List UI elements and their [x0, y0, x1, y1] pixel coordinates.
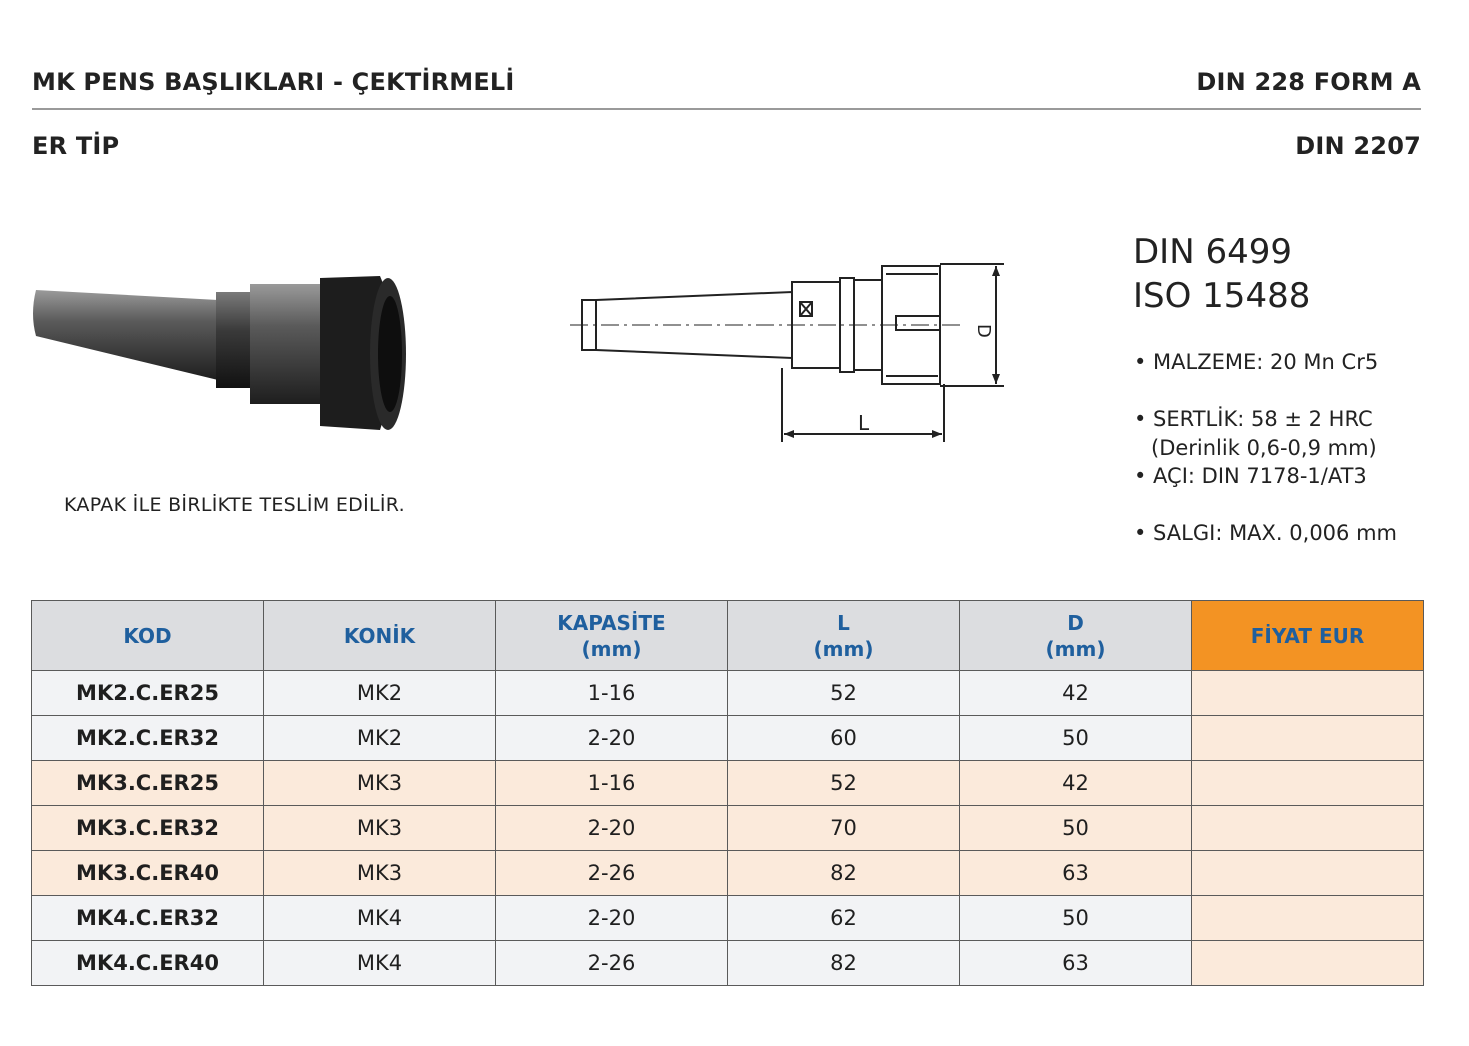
- cell-l: 82: [728, 941, 960, 986]
- cell-d: 50: [960, 896, 1192, 941]
- cell-kapasite: 2-20: [496, 896, 728, 941]
- cell-konik: MK4: [264, 896, 496, 941]
- cell-konik: MK4: [264, 941, 496, 986]
- cell-kod: MK2.C.ER32: [32, 716, 264, 761]
- col-header-d: D (mm): [960, 601, 1192, 671]
- table-row: [32, 941, 1424, 986]
- cell-d: 63: [960, 851, 1192, 896]
- table-row: [32, 671, 1424, 716]
- header-divider: [32, 108, 1421, 110]
- col-header-kod: KOD: [32, 601, 264, 671]
- cell-price: [1192, 941, 1424, 986]
- cell-price: [1192, 761, 1424, 806]
- table-header-row: [32, 601, 1424, 671]
- cell-d: 42: [960, 761, 1192, 806]
- standard-iso: ISO 15488: [1133, 276, 1311, 316]
- technical-drawing: [560, 250, 1020, 450]
- product-table: [31, 600, 1424, 986]
- cell-kod: MK3.C.ER25: [32, 761, 264, 806]
- cell-l: 62: [728, 896, 960, 941]
- cell-kapasite: 1-16: [496, 761, 728, 806]
- page-title: MK PENS BAŞLIKLARI - ÇEKTİRMELİ: [32, 68, 515, 96]
- cell-kapasite: 2-20: [496, 806, 728, 851]
- cell-kod: MK2.C.ER25: [32, 671, 264, 716]
- cell-l: 52: [728, 761, 960, 806]
- spec-hardness-depth: (Derinlik 0,6-0,9 mm): [1151, 436, 1377, 460]
- page-subtitle: ER TİP: [32, 132, 120, 160]
- table-row: [32, 851, 1424, 896]
- cell-kapasite: 1-16: [496, 671, 728, 716]
- cell-konik: MK3: [264, 851, 496, 896]
- spec-angle: • AÇI: DIN 7178-1/AT3: [1134, 464, 1367, 488]
- cell-kod: MK4.C.ER40: [32, 941, 264, 986]
- col-header-kapasite: KAPASİTE (mm): [496, 601, 728, 671]
- table-row: [32, 761, 1424, 806]
- cell-price: [1192, 851, 1424, 896]
- cell-konik: MK3: [264, 761, 496, 806]
- cell-l: 70: [728, 806, 960, 851]
- table-row: [32, 806, 1424, 851]
- standards-block: [1133, 230, 1310, 318]
- cell-d: 42: [960, 671, 1192, 716]
- col-header-price: FİYAT EUR: [1192, 601, 1424, 671]
- cell-konik: MK3: [264, 806, 496, 851]
- spec-material: • MALZEME: 20 Mn Cr5: [1134, 350, 1379, 374]
- cell-kod: MK3.C.ER40: [32, 851, 264, 896]
- table-row: [32, 896, 1424, 941]
- cell-price: [1192, 716, 1424, 761]
- col-header-konik: KONİK: [264, 601, 496, 671]
- table-row: [32, 716, 1424, 761]
- spec-runout: • SALGI: MAX. 0,006 mm: [1134, 521, 1397, 545]
- cell-d: 63: [960, 941, 1192, 986]
- cell-l: 82: [728, 851, 960, 896]
- cell-kapasite: 2-26: [496, 941, 728, 986]
- cell-konik: MK2: [264, 671, 496, 716]
- delivery-note: KAPAK İLE BİRLİKTE TESLİM EDİLİR.: [64, 494, 405, 516]
- cell-d: 50: [960, 716, 1192, 761]
- cell-price: [1192, 896, 1424, 941]
- cell-konik: MK2: [264, 716, 496, 761]
- spec-hardness: • SERTLİK: 58 ± 2 HRC: [1134, 407, 1373, 431]
- standard-din: DIN 6499: [1133, 232, 1292, 272]
- standard-title: DIN 228 FORM A: [1196, 68, 1421, 96]
- dimension-label-l: L: [858, 411, 870, 435]
- dimension-label-d: D: [973, 324, 994, 338]
- cell-l: 60: [728, 716, 960, 761]
- cell-kapasite: 2-20: [496, 716, 728, 761]
- cell-d: 50: [960, 806, 1192, 851]
- cell-kod: MK4.C.ER32: [32, 896, 264, 941]
- cell-price: [1192, 806, 1424, 851]
- cell-kod: MK3.C.ER32: [32, 806, 264, 851]
- standard-subtitle: DIN 2207: [1295, 132, 1421, 160]
- cell-price: [1192, 671, 1424, 716]
- col-header-l: L (mm): [728, 601, 960, 671]
- cell-kapasite: 2-26: [496, 851, 728, 896]
- cell-l: 52: [728, 671, 960, 716]
- product-photo: [28, 262, 418, 442]
